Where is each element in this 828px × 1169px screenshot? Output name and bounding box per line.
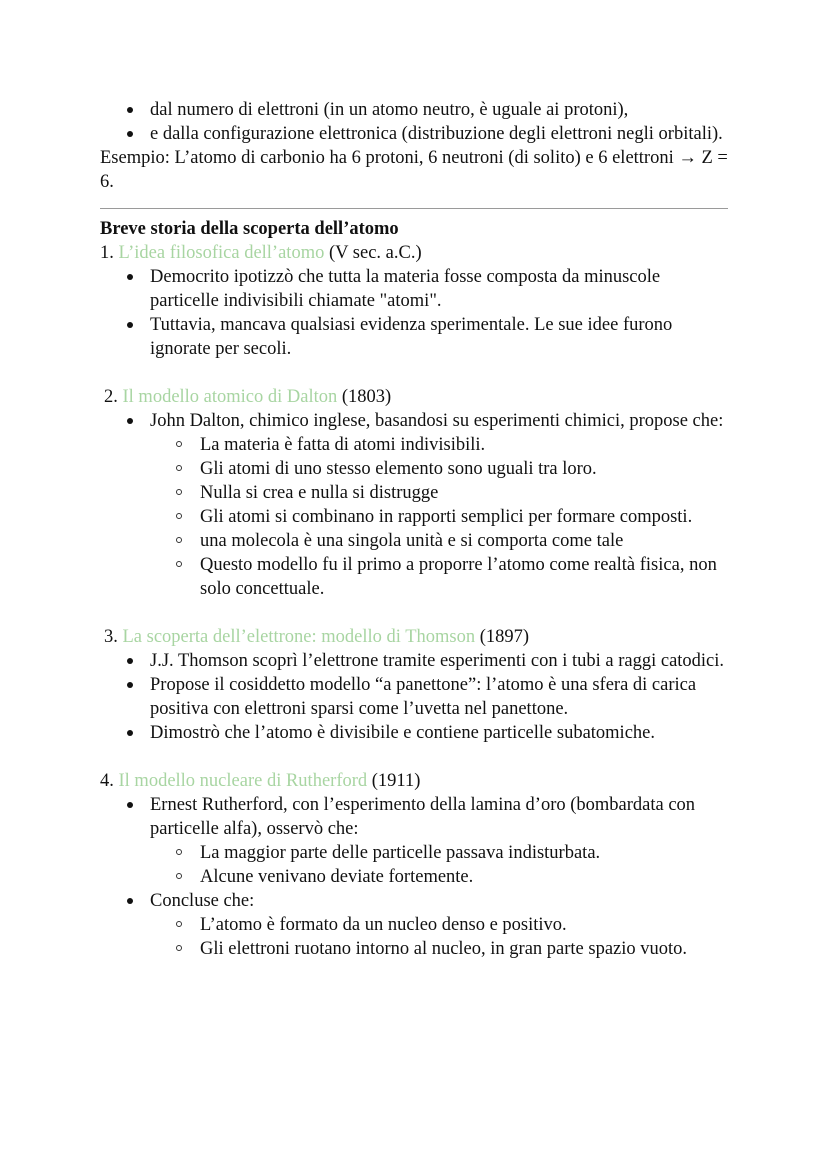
- section-title-highlight: La scoperta dell’elettrone: modello di Thomson: [122, 627, 476, 647]
- list-item: [100, 721, 728, 745]
- sub-list-item: Gli atomi di uno stesso elemento sono uguali tra loro.: [150, 457, 728, 481]
- section-title: [100, 385, 728, 409]
- section-number: 4.: [100, 771, 114, 791]
- sub-list: [150, 433, 728, 601]
- history-section: [100, 241, 728, 361]
- sub-list-item: Gli elettroni ruotano intorno al nucleo, in gran parte spazio vuoto.: [150, 937, 728, 961]
- sub-list-item: L’atomo è formato da un nucleo denso e positivo.: [150, 913, 728, 937]
- list-item-text: Propose il cosiddetto modello “a panettone”: l’atomo è una sfera di carica positiva con elettroni sparsi come l’uvetta nel panettone.: [150, 675, 697, 719]
- bullet-list: [100, 793, 728, 961]
- list-item-text: Dimostrò che l’atomo è divisibile e contiene particelle subatomiche.: [150, 723, 655, 743]
- section-title-highlight: L’idea filosofica dell’atomo: [118, 243, 325, 263]
- list-item: [100, 889, 728, 961]
- list-item-text: John Dalton, chimico inglese, basandosi su esperimenti chimici, propose che:: [150, 411, 724, 431]
- document-page: [100, 98, 728, 961]
- bullet-list: [100, 649, 728, 745]
- list-item: [100, 409, 728, 601]
- section-title: [100, 625, 728, 649]
- sub-list: [150, 913, 728, 961]
- sub-list: [150, 841, 728, 889]
- sub-list-item: Nulla si crea e nulla si distrugge: [150, 481, 728, 505]
- list-item: dal numero di elettroni (in un atomo neutro, è uguale ai protoni),: [100, 98, 728, 122]
- section-number: 1.: [100, 243, 114, 263]
- section-title-highlight: Il modello atomico di Dalton: [122, 387, 338, 407]
- sub-list-item: La materia è fatta di atomi indivisibili.: [150, 433, 728, 457]
- sections: [100, 241, 728, 961]
- section-title-highlight: Il modello nucleare di Rutherford: [118, 771, 368, 791]
- list-item: [100, 793, 728, 889]
- list-item: [100, 265, 728, 313]
- list-item-text: J.J. Thomson scoprì l’elettrone tramite esperimenti con i tubi a raggi catodici.: [150, 651, 725, 671]
- list-item-text: Ernest Rutherford, con l’esperimento della lamina d’oro (bombardata con particelle alfa), osservò che:: [150, 795, 696, 839]
- list-item: [100, 673, 728, 721]
- intro-list: [100, 98, 728, 146]
- sub-list-item: Gli atomi si combinano in rapporti semplici per formare composti.: [150, 505, 728, 529]
- list-item: [100, 313, 728, 361]
- section-number: 3.: [104, 627, 118, 647]
- sub-list-item: Alcune venivano deviate fortemente.: [150, 865, 728, 889]
- sub-list-item: La maggior parte delle particelle passava indisturbata.: [150, 841, 728, 865]
- list-item-text: Democrito ipotizzò che tutta la materia fosse composta da minuscole particelle indivisibili chiamate "atomi".: [150, 267, 661, 311]
- history-section: [100, 625, 728, 745]
- divider: [100, 208, 728, 209]
- list-item-text: Tuttavia, mancava qualsiasi evidenza sperimentale. Le sue idee furono ignorate per secoli.: [150, 315, 673, 359]
- section-date: (V sec. a.C.): [324, 243, 422, 263]
- section-number: 2.: [104, 387, 118, 407]
- section-title: [100, 769, 728, 793]
- history-section: [100, 769, 728, 961]
- sub-list-item: Questo modello fu il primo a proporre l’atomo come realtà fisica, non solo concettuale.: [150, 553, 728, 601]
- list-item: [100, 649, 728, 673]
- list-item: e dalla configurazione elettronica (distribuzione degli elettroni negli orbitali).: [100, 122, 728, 146]
- sub-list-item: una molecola è una singola unità e si comporta come tale: [150, 529, 728, 553]
- section-date: (1897): [475, 627, 530, 647]
- section-heading: Breve storia della scoperta dell’atomo: [100, 219, 399, 239]
- section-title: [100, 241, 728, 265]
- bullet-list: [100, 265, 728, 361]
- section-date: (1803): [337, 387, 392, 407]
- list-item-text: Concluse che:: [150, 891, 255, 911]
- example-text: Esempio: L’atomo di carbonio ha 6 protoni, 6 neutroni (di solito) e 6 elettroni → Z = 6.: [100, 148, 728, 192]
- bullet-list: [100, 409, 728, 601]
- history-section: [100, 385, 728, 601]
- section-date: (1911): [367, 771, 421, 791]
